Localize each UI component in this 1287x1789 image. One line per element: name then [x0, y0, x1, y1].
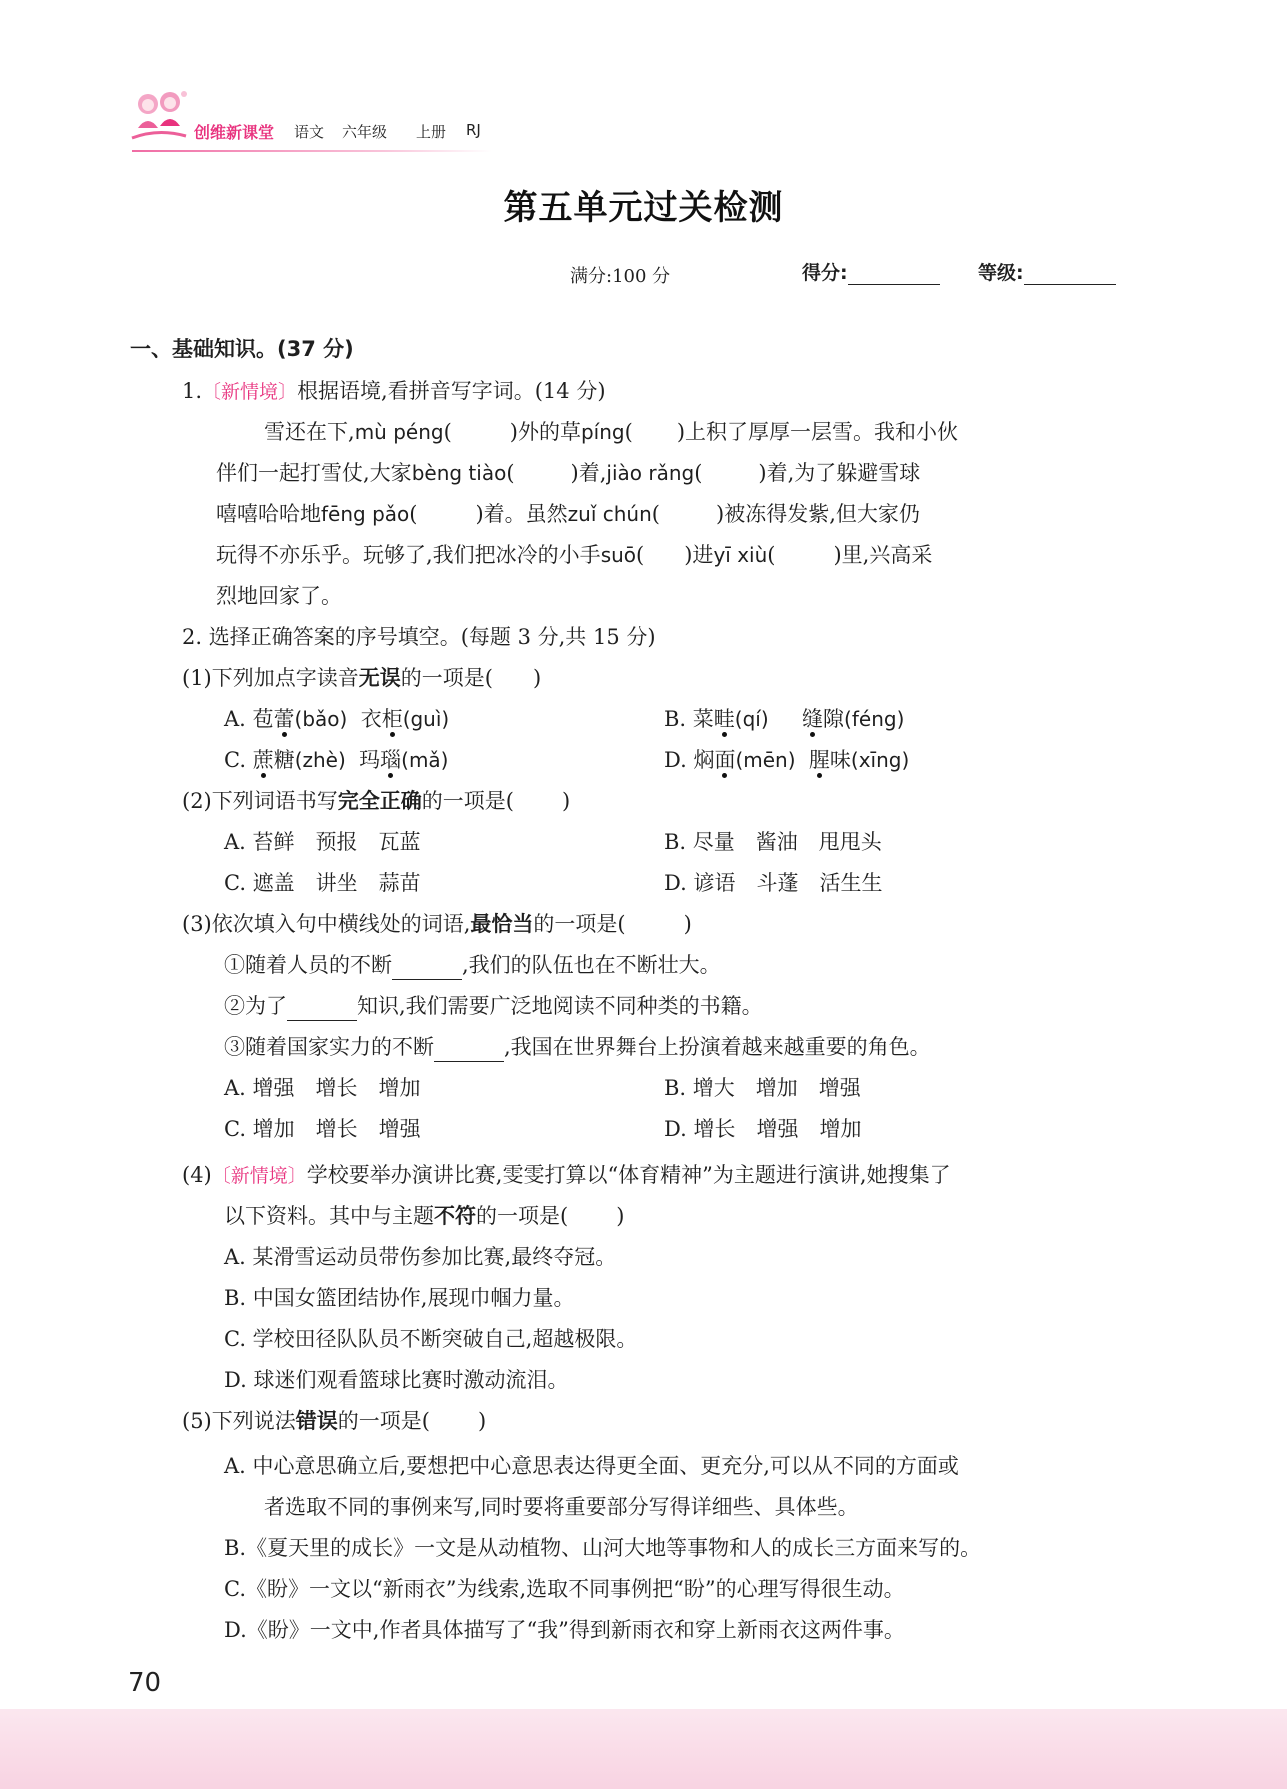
q2-5-option-c[interactable]: C.《盼》一文以“新雨衣”为线索,选取不同事例把“盼”的心理写得很生动。 [224, 1577, 905, 1601]
emphasis-dot-char: 缝 [802, 707, 824, 731]
pinyin: mù péng [354, 420, 444, 444]
q2-5-option-d[interactable]: D.《盼》一文中,作者具体描写了“我”得到新雨衣和穿上新雨衣这两件事。 [224, 1618, 905, 1642]
fill-line[interactable] [287, 996, 357, 1021]
pinyin: fēng pǎo [321, 502, 410, 526]
section-heading: 一、基础知识。(37 分) [130, 337, 354, 361]
q2-1-option-b[interactable]: B. 菜畦(qí) 缝隙(féng) [664, 707, 905, 731]
q2-1-stem: (1)下列加点字读音无误的一项是( ) [182, 666, 542, 690]
q1-passage-line-2: 伴们一起打雪仗,大家bèng tiào( )着,jiào rǎng( )着,为了躲避雪球 [216, 461, 921, 485]
new-context-tag: 〔新情境〕 [211, 1165, 307, 1187]
emphasis-dot-char: 蕾 [273, 707, 295, 731]
q2-2-option-d[interactable]: D. 谚语 斗蓬 活生生 [664, 871, 883, 895]
q2-5-option-a-line-2[interactable]: 者选取不同的事例来写,同时要将重要部分写得详细些、具体些。 [264, 1495, 859, 1519]
q2-3-option-b[interactable]: B. 增大 增加 增强 [664, 1076, 861, 1100]
q2-2-option-a[interactable]: A. 苔鲜 预报 瓦蓝 [224, 830, 421, 854]
q2-4-option-c[interactable]: C. 学校田径队队员不断突破自己,超越极限。 [224, 1327, 638, 1351]
q2-3-option-c[interactable]: C. 增加 增长 增强 [224, 1117, 421, 1141]
q2-1-option-c[interactable]: C. 蔗糖(zhè) 玛瑙(mǎ) [224, 748, 449, 772]
emphasis-dot-char: 蔗 [252, 748, 274, 772]
q1-passage-line-1: 雪还在下,mù péng( )外的草píng( )上积了厚厚一层雪。我和小伙 [264, 420, 959, 444]
book-header [128, 88, 588, 158]
emphasis-dot-char: 柜 [381, 707, 403, 731]
score-label: 得分: [802, 262, 848, 284]
emphasis-dot-char: 畦 [713, 707, 735, 731]
header-grade: 六年级 [342, 123, 388, 141]
q2-5-stem: (5)下列说法错误的一项是( ) [182, 1409, 487, 1433]
q2-5-option-a-line-1[interactable]: A. 中心意思确立后,要想把中心意思表达得更全面、更充分,可以从不同的方面或 [224, 1454, 959, 1478]
score-blank[interactable] [848, 262, 940, 285]
pinyin: bèng tiào [411, 461, 507, 485]
q2-1-option-d[interactable]: D. 焖面(mēn) 腥味(xīng) [664, 748, 910, 772]
q2-4-stem-line-1: (4)〔新情境〕学校要举办演讲比赛,雯雯打算以“体育精神”为主题进行演讲,她搜集了 [182, 1163, 951, 1187]
header-rule [132, 150, 492, 152]
pinyin: píng [580, 420, 625, 444]
q2-2-option-b[interactable]: B. 尽量 酱油 甩甩头 [664, 830, 882, 854]
fill-line[interactable] [392, 955, 462, 980]
q1-passage-line-4: 玩得不亦乐乎。玩够了,我们把冰冷的小手suō( )进yī xiù( )里,兴高采 [216, 543, 933, 567]
q2-3-stem: (3)依次填入句中横线处的词语,最恰当的一项是( ) [182, 912, 692, 936]
header-edition: RJ [466, 121, 481, 139]
full-score: 满分:100 分 [570, 266, 671, 287]
pinyin: yī xiù [713, 543, 768, 567]
q2-2-option-c[interactable]: C. 遮盖 讲坐 蒜苗 [224, 871, 421, 895]
pinyin: zuǐ chún [567, 502, 652, 526]
q2-4-option-d[interactable]: D. 球迷们观看篮球比赛时激动流泪。 [224, 1368, 569, 1392]
new-context-tag: 〔新情境〕 [202, 381, 298, 403]
q2-3-option-d[interactable]: D. 增长 增强 增加 [664, 1117, 862, 1141]
q1-prompt [182, 376, 606, 407]
q2-3-item-1: ①随着人员的不断 ,我们的队伍也在不断壮大。 [224, 950, 721, 980]
q2-4-option-a[interactable]: A. 某滑雪运动员带伤参加比赛,最终夺冠。 [224, 1245, 617, 1269]
mascot-logo-icon [128, 88, 192, 150]
page-number: 70 [128, 1668, 162, 1698]
q2-3-item-3: ③随着国家实力的不断 ,我国在世界舞台上扮演着越来越重要的角色。 [224, 1032, 931, 1062]
grade-blank[interactable] [1024, 262, 1116, 285]
q2-5-option-b[interactable]: B.《夏天里的成长》一文是从动植物、山河大地等事物和人的成长三方面来写的。 [224, 1536, 982, 1560]
q1-text: 根据语境,看拼音写字词。(14 分) [297, 379, 606, 403]
header-subject: 语文 [294, 123, 325, 141]
emphasis-dot-char: 面 [714, 748, 736, 772]
q1-number: 1. [182, 379, 203, 403]
header-volume: 上册 [416, 123, 447, 141]
q2-1-option-a[interactable]: A. 苞蕾(bǎo) 衣柜(guì) [224, 707, 450, 731]
page-title: 第五单元过关检测 [503, 188, 784, 228]
q1-passage-line-5: 烈地回家了。 [216, 584, 342, 608]
emphasis-dot-char: 腥 [808, 748, 830, 772]
q2-4-option-b[interactable]: B. 中国女篮团结协作,展现巾帼力量。 [224, 1286, 575, 1310]
q2-3-option-a[interactable]: A. 增强 增长 增加 [224, 1076, 421, 1100]
fill-line[interactable] [434, 1037, 504, 1062]
emphasis-dot-char: 瑙 [380, 748, 402, 772]
q2-2-stem: (2)下列词语书写完全正确的一项是( ) [182, 789, 571, 813]
grade-label: 等级: [978, 262, 1024, 284]
q2-4-stem-line-2: 以下资料。其中与主题不符的一项是( ) [224, 1204, 625, 1228]
pinyin: suō [600, 543, 637, 567]
page-bottom-band [0, 1709, 1287, 1789]
score-field [802, 258, 940, 285]
q2-3-item-2: ②为了 知识,我们需要广泛地阅读不同种类的书籍。 [224, 991, 763, 1021]
grade-field [978, 258, 1116, 285]
q1-passage-line-3: 嘻嘻哈哈地fēng pǎo( )着。虽然zuǐ chún( )被冻得发紫,但大家仍 [216, 502, 920, 526]
q2-prompt: 2. 选择正确答案的序号填空。(每题 3 分,共 15 分) [182, 625, 656, 649]
pinyin: jiào rǎng [606, 461, 695, 485]
brand-name: 创维新课堂 [194, 123, 275, 142]
